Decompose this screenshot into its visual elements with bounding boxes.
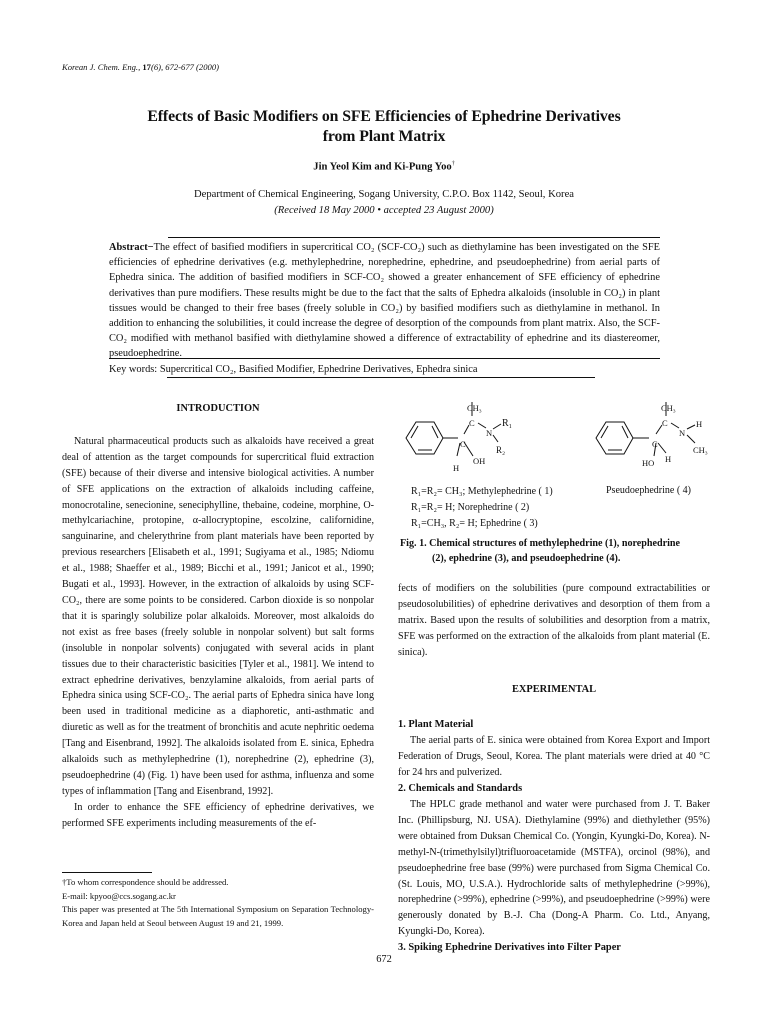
svg-text:R₂: R₂ xyxy=(496,445,506,455)
svg-text:H: H xyxy=(696,419,703,429)
abstract-bottom-rule xyxy=(109,358,660,359)
legend-item-1: R₁=R₂= CH₃; Methylephedrine ( 1) xyxy=(411,486,553,497)
svg-text:HO: HO xyxy=(642,458,655,468)
svg-text:N: N xyxy=(679,428,686,438)
svg-text:CH₃: CH₃ xyxy=(693,445,708,455)
abstract-top-rule xyxy=(168,237,660,238)
pseudoephedrine-label: Pseudoephedrine ( 4) xyxy=(606,485,691,496)
title-line-1: Effects of Basic Modifiers on SFE Efficiencies of Ephedrine Derivatives xyxy=(147,108,621,125)
abstract xyxy=(109,240,660,362)
svg-text:OH: OH xyxy=(473,456,486,466)
figure-caption: Fig. 1. Chemical structures of methylephedrine (1), norephedrine (2), ephedrine (3), and pseudoephedrine (4). xyxy=(400,538,680,564)
keywords: Key words: Supercritical CO₂, Basified Modifier, Ephedrine Derivatives, Ephedra sinica xyxy=(109,364,478,375)
svg-text:H: H xyxy=(453,463,460,473)
keywords-rule xyxy=(167,377,595,378)
abstract-text: The effect of basified modifiers in supercritical CO₂ (SCF-CO₂) such as diethylamine has been investigated on the SFE efficiencies of ephedrine derivatives (e.g. methylephedrine, norephedrine, ephedrine, and pseudoephedrine) from aerial parts of Ephedra sinica. The addition of basified modifiers in SCF-CO₂ showed a greater enhancement of SFE efficiency of ephedrine derivatives than pure modifiers. These results might be due to the fact that the salts of Ephedra alkaloids (insoluble in CO₂) in plant tissues would be changed to their free bases (freely soluble in CO₂) by basified modifiers such as diethylamine in methanol. In addition to enhancing the solubilities, it could increase the degree of desorption of the compounds from plant matrix. Also, the SCF-CO₂ modified with methanol basified with diethylamine showed a difference of extractability of ephedrine and its diastereomer, pseudoephedrine. xyxy=(109,242,660,360)
svg-text:CH₃: CH₃ xyxy=(661,403,676,413)
svg-text:C: C xyxy=(469,418,475,428)
legend-item-2: R₁=R₂= H; Norephedrine ( 2) xyxy=(411,502,530,513)
continued-paragraph: fects of modifiers on the solubilities (pure compound extractabilities or pseudosolubilities) of ephedrine derivatives and desorption of them from a matrix. Based upon the results of solubilities and desorption from a matrix, SFE was performed on the extraction of the alkaloids from plant material (E. sinica). xyxy=(398,583,710,658)
subsection-chemicals: 2. Chemicals and Standards xyxy=(398,783,523,795)
authors: Jin Yeol Kim and Ki-Pung Yoo† xyxy=(313,161,455,173)
figure-legend xyxy=(411,484,553,532)
introduction-paragraph-1: Natural pharmaceutical products such as alkaloids have received a great deal of attention as the target compounds for supercritical fluid extraction (SFE) because of their diverse and intensive biological activities. A number of SFE applications on the extraction of alkaloids including caffeine, monocrotaline, senecionine, seneciphylline, thebaine, codeine, morphine, O-methylcariachine, protopine, α-allocryptopine, escolzine, californidine, sanguinarine, and chelerythrine from plant materials have been reported by previous researchers [Elisabeth et al., 1991; Sugiyama et al., 1985; Ndiomu et al., 1988; Shaeffer et al., 1989; Bicchi et al., 1991; Janicot et al., 1990; Bugati et al., 1993]. However, in the extraction of alkaloids by using SCF-CO₂, there are some points to be considered. Carbon dioxide is so nonpolar that it is sparingly solubilize polar alkaloids. Moreover, most alkaloids do not exist as free bases (freely soluble in nonpolar solvent) but salt forms (insoluble in nonpolar solvents) conjugated with several acids in plant tissues due to their characteristic basicities [Tyler et al., 1981]. We intend to extract ephedrine derivatives, benzylamine alkaloids, from aerial parts of Ephedra sinica using SCF-CO₂. The aerial parts of Ephedra sinica have long been used in traditional medicine as a diaphoretic, anti-asthmatic and diuretic as well as for the treatment of bronchitis and acute nephritic oedema [Tang and Eisenbrand, 1992]. The alkaloids isolated from E. sinica, Ephedra alkaloids such as methylephedrine (1), norephedrine (2), ephedrine (3), pseudoephedrine (4) (Fig. 1) have been used for asthma, influenza and some types of inflammation [Tang and Eisenbrand, 1992]. xyxy=(62,435,374,797)
received-dates: (Received 18 May 2000 • accepted 23 August 2000) xyxy=(274,205,494,216)
title-line-2: from Plant Matrix xyxy=(322,128,446,145)
experimental-heading: EXPERIMENTAL xyxy=(511,683,597,695)
journal-citation: Korean J. Chem. Eng., 17(6), 672-677 (2000) xyxy=(62,62,219,72)
svg-text:N: N xyxy=(486,428,493,438)
affiliation: Department of Chemical Engineering, Sogang University, C.P.O. Box 1142, Seoul, Korea (Received 18 May 2000 • accepted 23 August 2000) xyxy=(194,189,574,216)
svg-text:R₁: R₁ xyxy=(502,418,513,429)
subsection-plant-material: 1. Plant Material xyxy=(398,719,474,731)
introduction-paragraph-2: In order to enhance the SFE efficiency of ephedrine derivatives, we performed SFE experiments including measurements of the ef- xyxy=(62,801,374,829)
left-column xyxy=(62,401,374,832)
svg-text:C: C xyxy=(460,439,466,449)
svg-text:C: C xyxy=(662,418,668,428)
footnotes: †To whom correspondence should be addressed. E-mail: kpyoo@ccs.sogang.ac.kr This paper was presented at The 5th International Symposium on Separation Technology-Korea and Japan held at Seoul between August 19 and 21, 1999. xyxy=(62,877,374,928)
page-number: 672 xyxy=(376,954,392,965)
svg-text:C: C xyxy=(652,439,658,449)
abstract-label: Abstract− xyxy=(109,242,154,253)
introduction-heading: INTRODUCTION xyxy=(176,403,260,414)
legend-item-3: R₁=CH₃, R₂= H; Ephedrine ( 3) xyxy=(411,518,538,529)
footnote-rule xyxy=(62,872,152,873)
paper-title xyxy=(60,107,708,147)
subsection-spiking: 3. Spiking Ephedrine Derivatives into Filter Paper xyxy=(398,942,621,954)
right-column: fects of modifiers on the solubilities (pure compound extractabilities or pseudosolubilities) of ephedrine derivatives and desorption of them from a matrix. Based upon the results of solubilities and desorption from a matrix, SFE was performed on the extraction of the alkaloids from plant material (E. sinica). EXPERIMENTAL 1. Plant Material The aerial parts of E. sinica were obtained from Korea Export and Import Federation of Drugs, Seoul, Korea. The plant materials were dried at 40 °C for 24 hrs and pulverized. 2. Chemicals and Standards The HPLC grade methanol and water were purchased from J. T. Baker Inc. (Phillipsburg, NJ. USA). Diethylamine (99%) and diethylether (95%) were obtained from Duksan Chemical Co. (Yongin, Kyungki-Do, Korea). N-methyl-N-(trimethylsilyl)trifluoroacetamide (MSTFA), orcinol (98%), and pseudoephedrine free base (99%) were purchased from Sigma Chemical Co. (St. Louis, MO, U.S.A.). Hydrochloride salts of methylephedrine (>99%), norephedrine (>99%), ephedrine (>99%), and pseudoephedrine (>99%) were generously donated by B.-J. Cha (Dong-A Pharm. Co. Ltd., Anyang, Kyungki-Do, Korea). 3. Spiking Ephedrine Derivatives into Filter Paper xyxy=(398,581,710,956)
svg-text:H: H xyxy=(665,454,672,464)
svg-text:CH₃: CH₃ xyxy=(467,403,482,413)
